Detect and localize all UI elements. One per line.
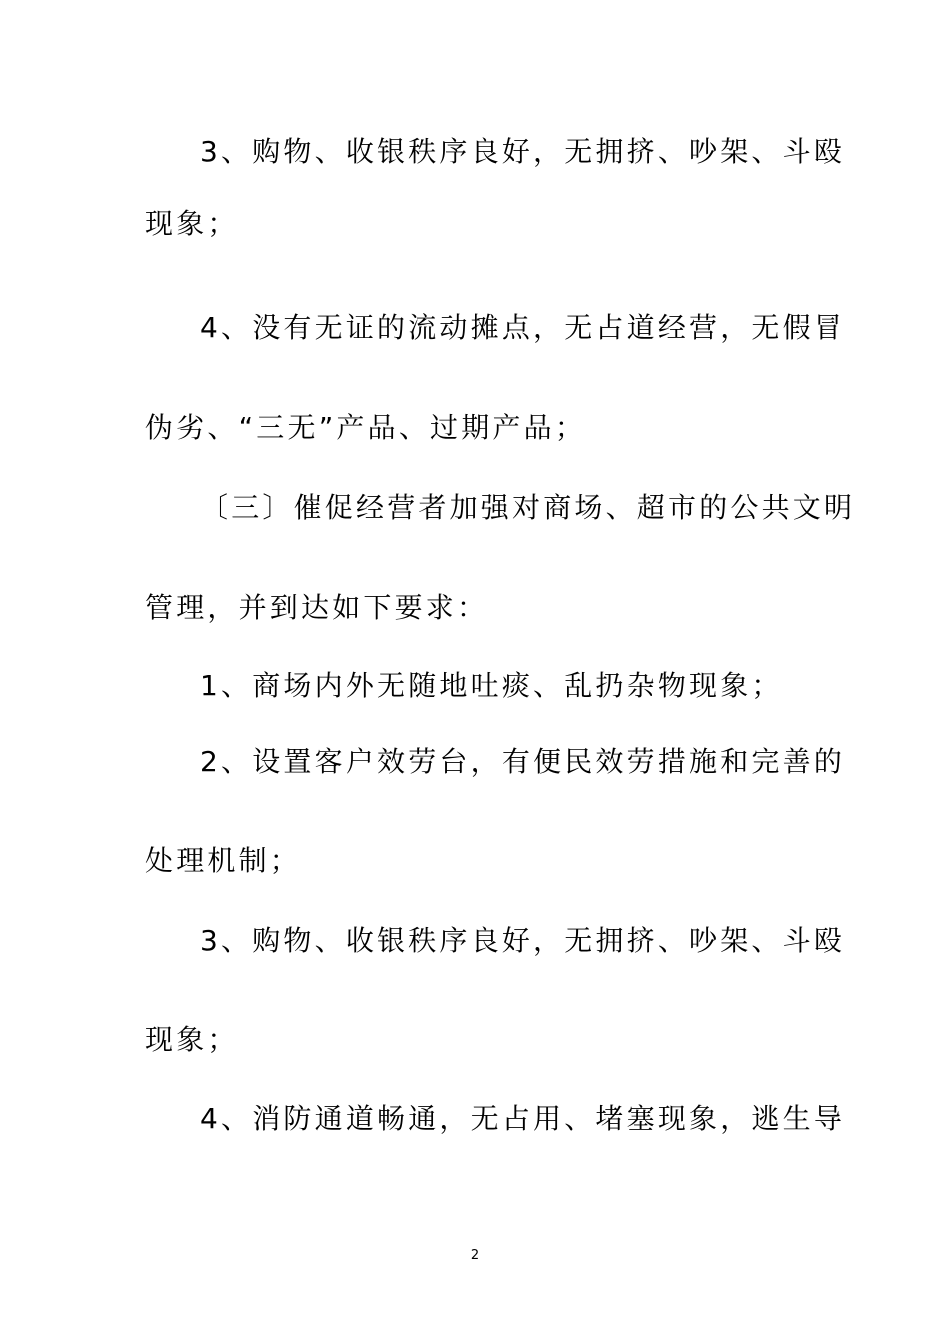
paragraph-line: 4、没有无证的流动摊点，无占道经营，无假冒 — [200, 311, 846, 344]
paragraph-line: 处理机制； — [145, 844, 302, 877]
page-number: 2 — [470, 1248, 480, 1263]
list-item-line: 2、设置客户效劳台，有便民效劳措施和完善的 — [200, 745, 846, 778]
paragraph-line: 管理，并到达如下要求： — [145, 591, 489, 624]
list-item-line: 3、购物、收银秩序良好，无拥挤、吵架、斗殴 — [200, 924, 846, 957]
list-item-line: 1、商场内外无随地吐痰、乱扔杂物现象； — [200, 669, 783, 702]
paragraph-line: 3、购物、收银秩序良好，无拥挤、吵架、斗殴 — [200, 135, 846, 168]
paragraph-line: 现象； — [145, 207, 239, 240]
section-heading-line: 〔三〕催促经营者加强对商场、超市的公共文明 — [200, 491, 856, 524]
list-item-line: 4、消防通道畅通，无占用、堵塞现象，逃生导 — [200, 1102, 846, 1135]
paragraph-line: 现象； — [145, 1023, 239, 1056]
paragraph-line: 伪劣、“三无”产品、过期产品； — [145, 411, 587, 444]
